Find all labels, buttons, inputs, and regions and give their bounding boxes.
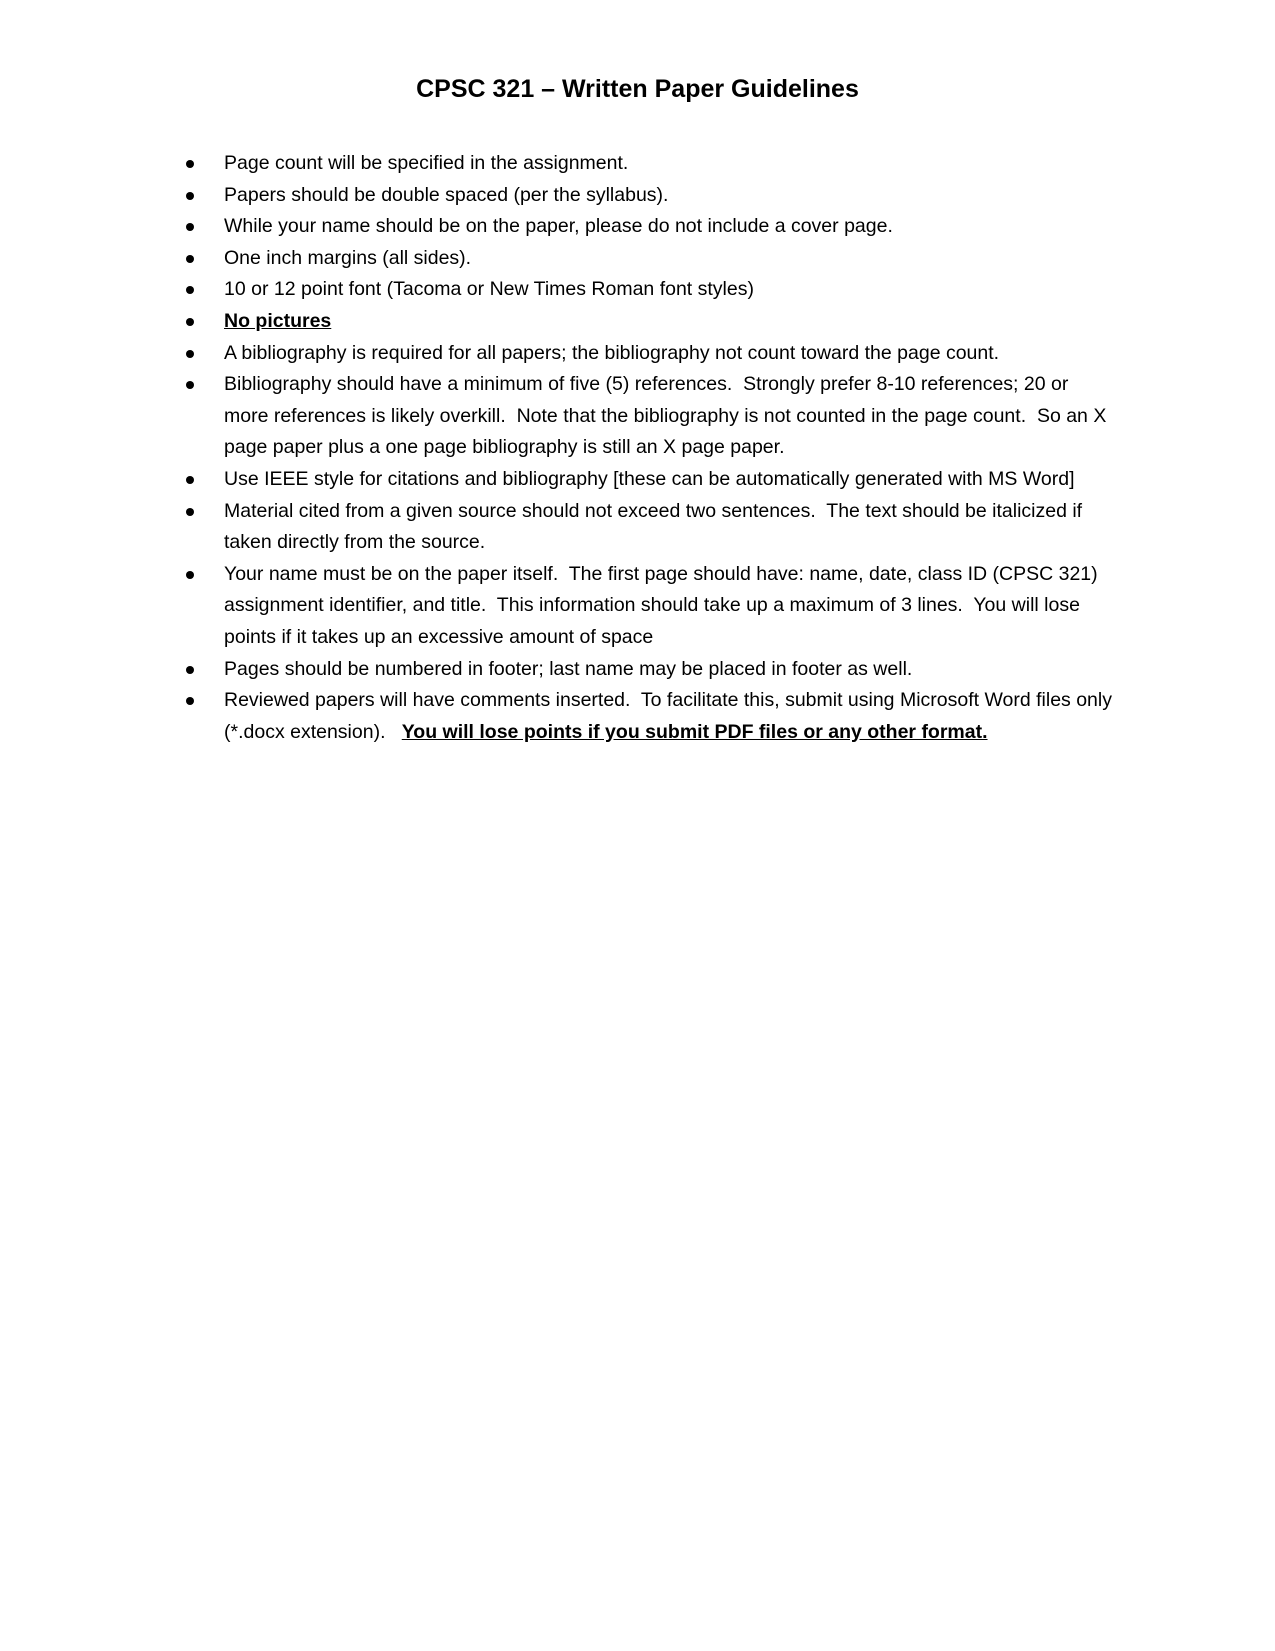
- bullet-icon: [186, 192, 194, 200]
- list-item: [186, 243, 1116, 275]
- list-item-text: Page count will be specified in the assignment.: [224, 152, 629, 174]
- bullet-icon: [186, 223, 194, 231]
- list-item: [186, 559, 1116, 654]
- bullet-icon: [186, 666, 194, 674]
- bullet-icon: [186, 697, 194, 705]
- list-item: [186, 369, 1116, 464]
- list-item-text: One inch margins (all sides).: [224, 246, 472, 269]
- bullet-icon: [186, 476, 194, 484]
- list-item-text: A bibliography is required for all papers; the bibliography not count toward the page count.: [224, 341, 1000, 364]
- list-item: [186, 496, 1116, 559]
- bullet-icon: [186, 381, 194, 389]
- guidelines-list: [186, 148, 1116, 748]
- list-item: [186, 685, 1116, 748]
- list-item-text: Your name must be on the paper itself. The first page should have: name, date, class ID (CPSC 321) assignment identifier, and title. This information should take up a maximum of 3 lines. You will lose points if it takes up an excessive amount of space: [224, 562, 1104, 648]
- list-item: [186, 148, 1116, 180]
- list-item: [186, 306, 1116, 338]
- list-item: [186, 274, 1116, 306]
- list-item-text: While your name should be on the paper, please do not include a cover page.: [224, 215, 893, 238]
- list-item-text: Use IEEE style for citations and bibliography [these can be automatically generated with MS Word]: [224, 467, 1075, 490]
- list-item: [186, 211, 1116, 243]
- bullet-icon: [186, 318, 194, 326]
- list-item: [186, 338, 1116, 370]
- list-item-text: Pages should be numbered in footer; last name may be placed in footer as well.: [224, 657, 913, 680]
- list-item-text: Bibliography should have a minimum of five (5) references. Strongly prefer 8-10 references; 20 or more references is likely overkill. Note that the bibliography is not counted in the page count. So an X page paper plus a one page bibliography is still an X page paper.: [224, 373, 1112, 459]
- bullet-icon: [186, 508, 194, 516]
- list-item-text: Papers should be double spaced (per the syllabus).: [224, 183, 669, 206]
- bullet-icon: [186, 571, 194, 579]
- bullet-icon: [186, 350, 194, 358]
- list-item-text: 10 or 12 point font (Tacoma or New Times Roman font styles): [224, 278, 754, 301]
- list-item-emphasis: You will lose points if you submit PDF files or any other format.: [401, 720, 988, 743]
- list-item-text: Material cited from a given source should not exceed two sentences. The text should be italicized if taken directly from the source.: [224, 499, 1088, 554]
- list-item: [186, 654, 1116, 686]
- list-item: [186, 180, 1116, 212]
- bullet-icon: [186, 160, 194, 168]
- page-title: CPSC 321 – Written Paper Guidelines: [416, 75, 859, 103]
- list-item: [186, 464, 1116, 496]
- bullet-icon: [186, 286, 194, 294]
- bullet-icon: [186, 255, 194, 263]
- list-item-emphasis: No pictures: [224, 309, 332, 332]
- list-item-text: Reviewed papers will have comments inserted. To facilitate this, submit using Microsoft Word files only (*.docx extension).: [224, 689, 1118, 743]
